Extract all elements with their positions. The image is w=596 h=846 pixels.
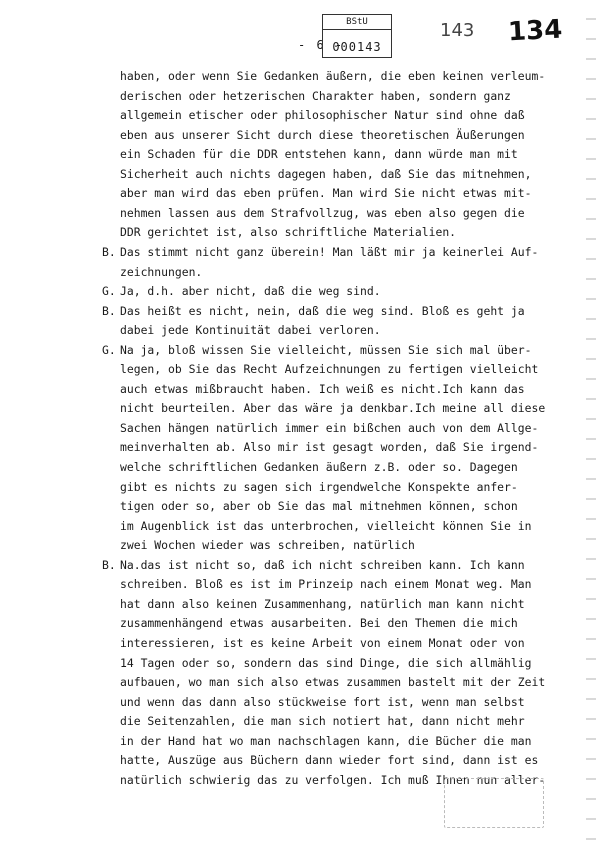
line-text: Das stimmt nicht ganz überein! Man läßt mir ja keinerlei Auf- — [120, 244, 539, 259]
speaker-label: B. — [102, 303, 116, 318]
speaker-label: G. — [102, 284, 116, 299]
line-text: im Augenblick ist das unterbrochen, vielleicht können Sie in — [120, 518, 532, 533]
line-text: derischen oder hetzerischen Charakter haben, sondern ganz — [120, 88, 511, 103]
line-text: nehmen lassen aus dem Strafvollzug, was eben also gegen die — [120, 205, 525, 220]
line-text: aber man wird das eben prüfen. Man wird Sie nicht etwas mit- — [120, 186, 532, 201]
line-text: natürlich schwierig das zu verfolgen. Ich muß Ihnen nun aller- — [120, 772, 546, 787]
line-text: Na ja, bloß wissen Sie vielleicht, müssen Sie sich mal über- — [120, 342, 532, 357]
stamp-number: 000143 — [332, 40, 382, 54]
line-text: haben, oder wenn Sie Gedanken äußern, die eben keinen verleum- — [120, 69, 546, 83]
speaker-label: G. — [102, 342, 116, 357]
line-text: welche schriftlichen Gedanken äußern z.B. oder so. Dagegen — [120, 460, 518, 474]
archive-stamp — [322, 14, 392, 58]
line-text: zwei Wochen wieder was schreiben, natürlich — [120, 538, 415, 553]
line-text: Na.das ist nicht so, daß ich nicht schreiben kann. Ich kann — [120, 557, 525, 572]
line-text: Sicherheit auch nichts dagegen haben, daß Sie das mitnehmen, — [120, 166, 532, 181]
scan-edge-noise — [586, 0, 596, 846]
line-text: hatte, Auszüge aus Büchern dann wieder fort sind, dann ist es — [120, 753, 539, 768]
line-text: eben aus unserer Sicht durch diese theoretischen Äußerungen — [120, 127, 525, 142]
speaker-label: B. — [102, 244, 116, 259]
line-text: interessieren, ist es keine Arbeit von einem Monat oder von — [120, 635, 525, 650]
folio-handwritten: 134 — [507, 14, 564, 48]
line-text: Sachen hängen natürlich immer ein bißchen auch von dem Allge- — [120, 420, 539, 435]
line-text: hat dann also keinen Zusammenhang, natürlich man kann nicht — [120, 596, 525, 611]
line-text: ein Schaden für die DDR entstehen kann, dann würde man mit — [120, 147, 518, 162]
line-text: schreiben. Bloß es ist im Prinzeip nach einem Monat weg. Man — [120, 577, 532, 592]
line-text: zusammenhängend etwas ausarbeiten. Bei den Themen die mich — [120, 616, 518, 631]
line-text: gibt es nichts zu sagen sich irgendwelche Konspekte anfer- — [120, 479, 518, 494]
stamp-top-label: BStU — [323, 15, 391, 30]
line-text: Ja, d.h. aber nicht, daß die weg sind. — [120, 284, 381, 299]
line-text: nicht beurteilen. Aber das wäre ja denkbar.Ich meine all diese — [120, 401, 546, 416]
line-text: legen, ob Sie das Recht Aufzeichnungen zu fertigen vielleicht — [120, 362, 539, 377]
page-number: - 6 - — [298, 38, 345, 52]
line-text: meinverhalten ab. Also mir ist gesagt worden, daß Sie irgend- — [120, 440, 539, 455]
line-text: 14 Tagen oder so, sondern das sind Dinge, die sich allmählig — [120, 655, 532, 670]
line-text: dabei jede Kontinuität dabei verloren. — [120, 323, 381, 338]
line-text: die Seitenzahlen, die man sich notiert hat, dann nicht mehr — [120, 714, 525, 729]
folio-typed: 143 — [440, 20, 475, 41]
speaker-label: B. — [102, 557, 116, 572]
line-text: allgemein etischer oder philosophischer Natur sind ohne daß — [120, 108, 525, 123]
line-text: zeichnungen. — [120, 264, 203, 279]
line-text: auch etwas mißbraucht haben. Ich weiß es nicht.Ich kann das — [120, 381, 525, 396]
line-text: und wenn das dann also stückweise fort ist, wenn man selbst — [120, 694, 525, 709]
line-text: in der Hand hat wo man nachschlagen kann, die Bücher die man — [120, 733, 532, 748]
line-text: aufbauen, wo man sich also etwas zusammen bastelt mit der Zeit — [120, 675, 546, 690]
line-text: tigen oder so, aber ob Sie das mal mitnehmen können, schon — [120, 499, 518, 514]
line-text: Das heißt es nicht, nein, daß die weg sind. Bloß es geht ja — [120, 303, 525, 318]
archive-box — [444, 778, 544, 828]
line-text: DDR gerichtet ist, also schriftliche Materialien. — [120, 225, 457, 240]
